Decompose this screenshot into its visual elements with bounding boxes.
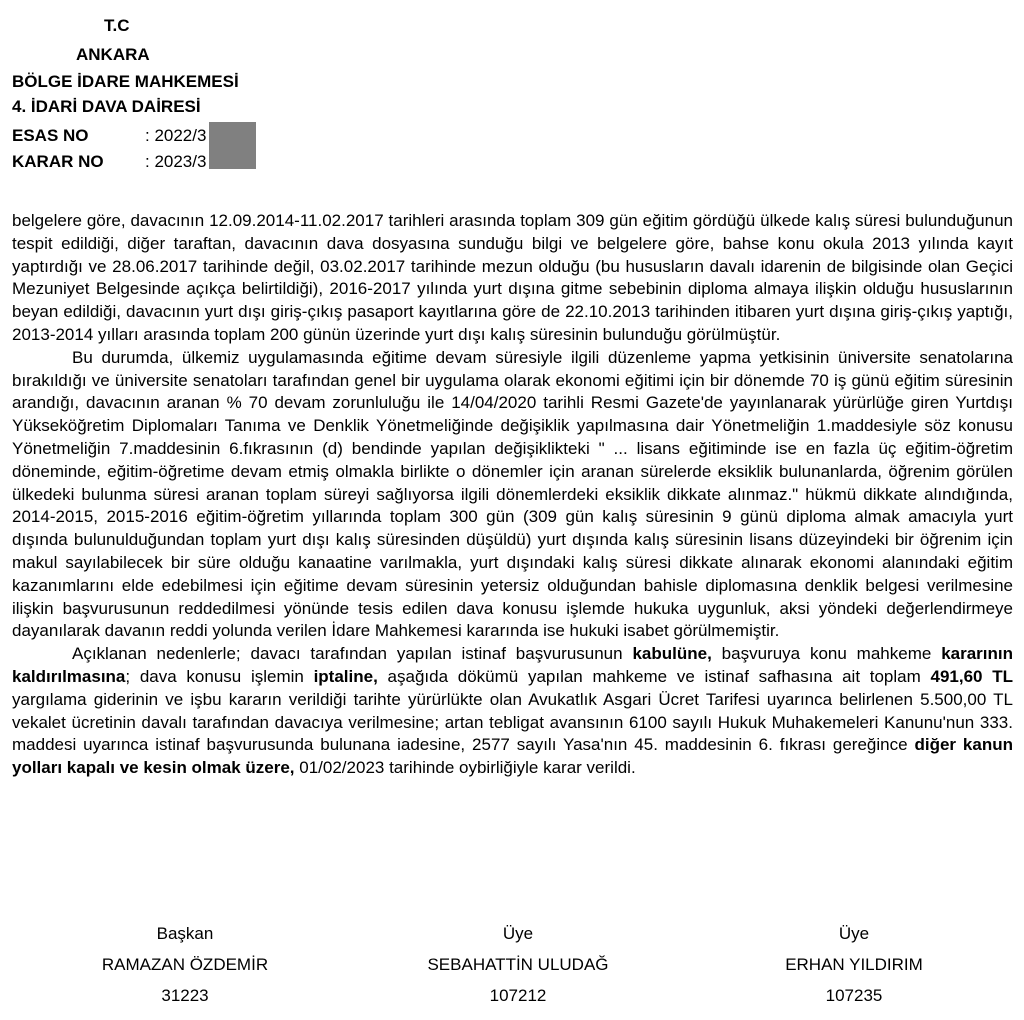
paragraph-findings: belgelere göre, davacının 12.09.2014-11.02.2017 tarihleri arasında toplam 309 gün eğitim gördüğü ülkede kalış süresi bulunduğunun tespit edildiği, diğer taraftan, davacının dava dosyasına sunduğu bilgi ve belgelere göre, bahse konu okula 2013 yılında kayıt yaptırdığı ve 28.06.2017 tarihinde değil, 03.02.2017 tarihinde mezun olduğu (bu hususların davalı idarenin de bilgisinde olan Geçici Mezuniyet Belgesinde açıkça belirtildiği), 2016-2017 yılında yurt dışına gitme sebebinin diploma almaya ilişkin olduğu hususlarının beyan edildiği, davacının yurt dışı giriş-çıkış pasaport kayıtlarına göre de 22.10.2013 tarihinden itibaren yurt dışına giriş-çıkış yaptığı, 2013-2014 yılları arasında toplam 200 günün üzerinde yurt dışı kalış süresinin bulunduğu görülmüştür. <box>12 211 1013 344</box>
verdict-text: başvuruya konu mahkeme <box>711 644 942 664</box>
document-body <box>12 210 1013 780</box>
signature-role: Başkan <box>156 924 214 943</box>
esas-no-label: ESAS NO <box>12 126 89 145</box>
header-tc: T.C <box>104 16 130 35</box>
signature-role: Üye <box>838 924 870 943</box>
signature-name: ERHAN YILDIRIM <box>785 955 923 974</box>
paragraph-assessment: Bu durumda, ülkemiz uygulamasında eğitime devam süresiyle ilgili düzenleme yapma yetkisinin üniversite senatolarına bırakıldığı ve üniversite senatoları tarafından genel bir uygulama olarak ekonomi eğitimi için bir dönemde 70 iş günü eğitim süresinin arandığı, davacının aranan % 70 devam zorunluluğu ile 14/04/2020 tarihli Resmi Gazete'de yayınlanarak yürürlüğe giren Yurtdışı Yükseköğretim Diplomaları Tanıma ve Denklik Yönetmeliğinde değişiklik yapılmasına dair Yönetmeliğin 1.maddesiyle söz konusu Yönetmeliğin 7.maddesinin 6.fıkrasının (d) bendinde yapılan değişiklikteki " ... lisans eğitiminde ise en fazla üç eğitim-öğretim döneminde, eğitim-öğretime devam etmiş olmakla birlikte o dönemler için aranan sürelerde eksiklik bulunanlarda, öğrenim görülen ülkedeki bulunma süresi aranan toplam süreyi sağlıyorsa ilgili dönemlerdeki eksiklik dikkate alınmaz." hükmü dikkate alındığında, 2014-2015, 2015-2016 eğitim-öğretim yıllarında toplam 300 gün (309 gün kalış süresinin 9 günü diploma almak amacıyla yurt dışında bulunulduğundan toplam yurt dışı kalış süresinden düşüldü) yurt dışında kalış süresinin lisans düzeyindeki bir öğrenim için makul sayılabilecek bir süre olduğu kanaatine varılmakla, yurt dışındaki kalış süresi dikkate alınarak ekonomi alanındaki eğitim kazanımlarını elde edebilmesi için eğitime devam süresinin yetersiz olduğundan bahisle diplomasına denklik belgesi verilmesine ilişkin başvurusunun reddedilmesi yönünde tesis edilen dava konusu işlemde hukuka uygunluk, aksi yöndeki değerlendirmeye dayanılarak davanın reddi yolunda verilen İdare Mahkemesi kararında ise hukuki isabet görülmemiştir. <box>12 347 1013 641</box>
verdict-text: yargılama giderinin ve işbu kararın verildiği tarihte yürürlükte olan Avukatlık Asgari Ücret Tarifesi uyarınca belirlenen 5.500,00 TL vekalet ücretinin davalı tarafından davacıya verilmesine; artan tebligat avansının 6100 sayılı Hukuk Muhakemeleri Kanunu'nun 333. maddesi uyarınca istinaf başvurusunda bulunana iadesine, 2577 sayılı Yasa'nın 45. maddesinin 6. fıkrası gereğince <box>12 689 1013 755</box>
esas-no-value: : 2022/3 <box>145 126 207 145</box>
signature-president <box>55 918 315 1011</box>
signature-member-1 <box>388 918 648 1011</box>
signature-number: 31223 <box>161 986 209 1005</box>
signature-role: Üye <box>502 924 534 943</box>
verdict-bold-annulment: iptaline, <box>313 666 378 686</box>
verdict-bold-amount: 491,60 TL <box>930 666 1013 686</box>
header-city: ANKARA <box>76 45 150 64</box>
verdict-text: 01/02/2023 tarihinde oybirliğiyle karar verildi. <box>294 758 636 778</box>
karar-no-row <box>12 150 206 174</box>
verdict-text: ; dava konusu işlemin <box>125 666 314 686</box>
signature-number: 107212 <box>489 986 547 1005</box>
redaction-box <box>209 122 256 169</box>
signature-number: 107235 <box>825 986 883 1005</box>
header-court: BÖLGE İDARE MAHKEMESİ <box>12 72 239 91</box>
verdict-text: Açıklanan nedenlerle; davacı tarafından yapılan istinaf başvurusunun <box>72 644 633 664</box>
paragraph-verdict <box>12 643 1013 780</box>
signature-member-2 <box>724 918 984 1011</box>
karar-no-label: KARAR NO <box>12 152 104 171</box>
verdict-bold-acceptance: kabulüne, <box>632 644 712 664</box>
verdict-text: aşağıda dökümü yapılan mahkeme ve istinaf safhasına ait toplam <box>377 666 931 686</box>
verdict-bold-reversal: kararının kaldırılmasına <box>12 644 1013 686</box>
karar-no-value: : 2023/3 <box>145 152 207 171</box>
signature-name: RAMAZAN ÖZDEMİR <box>101 955 269 974</box>
header-department: 4. İDARİ DAVA DAİRESİ <box>12 97 201 116</box>
signature-name: SEBAHATTİN ULUDAĞ <box>427 955 609 974</box>
verdict-bold-final: diğer kanun yolları kapalı ve kesin olmak üzere, <box>12 735 1013 778</box>
esas-no-row <box>12 124 206 148</box>
